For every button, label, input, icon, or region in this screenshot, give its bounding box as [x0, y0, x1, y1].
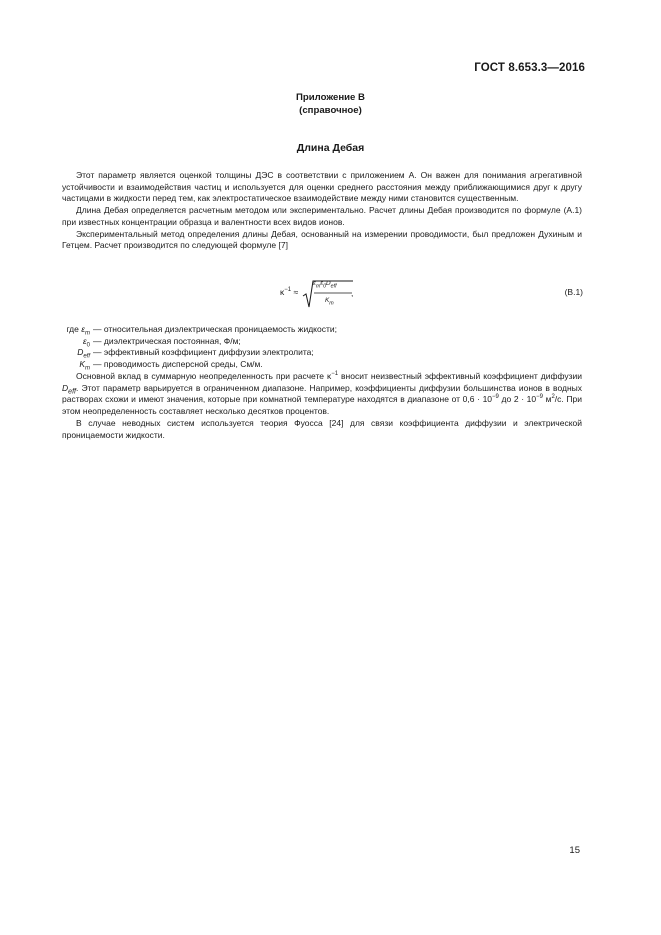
definition-row [48, 324, 568, 336]
formula-comma: , [351, 288, 354, 298]
definition-row [48, 347, 568, 359]
formula-denominator: $K_m$ [325, 297, 334, 307]
annex-heading [0, 91, 661, 117]
closing-paragraphs [62, 371, 582, 441]
paragraph: Основной вклад в суммарную неопределенность при расчете $\kappa^{-1}$ вносит неизвестный эффективный коэффициент диффузии $D_{eff}$. Этот параметр варьируется в ограниченном диапазоне. Например, коэффициенты диффузии большинства ионов в водных растворах схожи и имеют значения, которые при комнатной температуре находятся в диапазоне от $0,6 \cdot 10^{-9}$ до $2 \cdot 10^{-9}$ $м^2/с$. При этом неопределенность составляет несколько десятков процентов. [62, 371, 583, 417]
paragraph: Этот параметр является оценкой толщины ДЭС в соответствии с приложением А. Он важен для понимания агрегативной устойчивости и взаимодействия частиц и используется для оценки среднего расстояния между приближающимися друг к другу частицами в жидкости перед тем, как электростатическое взаимодействие между ними становится существенным. [62, 170, 582, 204]
paragraph: В случае неводных систем используется теория Фуосса [24] для связи коэффициента диффузии и электрической проницаемости жидкости. [62, 417, 582, 440]
paragraph: Длина Дебая определяется расчетным методом или экспериментально. Расчет длины Дебая производится по формуле (А.1) при известных концентрации образца и валентности всех видов ионов. [62, 205, 582, 227]
page-number: 15 [569, 845, 580, 856]
definitions-list [48, 324, 568, 371]
definition-symbol: где $\varepsilon_m$ [66, 324, 90, 337]
intro-paragraphs [62, 170, 582, 252]
definition-text: — проводимость дисперсной среды, См/м. [93, 359, 263, 370]
definition-symbol: $\varepsilon_0$ [82, 335, 90, 349]
annex-title: Приложение В [296, 92, 365, 103]
definition-symbol: $D_{eff}$ [77, 347, 90, 361]
definition-text: — эффективный коэффициент диффузии электролита; [93, 347, 314, 358]
definition-symbol: $K_m$ [79, 359, 90, 372]
definition-row [48, 359, 568, 371]
formula-lhs: $\kappa^{-1}$ ≈ [280, 287, 299, 297]
formula-b1 [0, 280, 661, 310]
formula-numerator: $\varepsilon_m\varepsilon_0D_{eff}$ [313, 280, 337, 290]
paragraph: Экспериментальный метод определения длины Дебая, основанный на измерении проводимости, был предложен Духиным и Гетцем. Расчет производится по следующей формуле [7] [62, 228, 582, 251]
definition-text: — диэлектрическая постоянная, Ф/м; [93, 335, 241, 346]
formula-number: (В.1) [564, 287, 583, 297]
standard-designation: ГОСТ 8.653.3—2016 [474, 62, 585, 74]
definition-text: — относительная диэлектрическая проницаемость жидкости; [93, 324, 337, 334]
definition-row [48, 336, 568, 348]
section-title: Длина Дебая [296, 142, 365, 154]
annex-note: (справочное) [299, 105, 362, 116]
